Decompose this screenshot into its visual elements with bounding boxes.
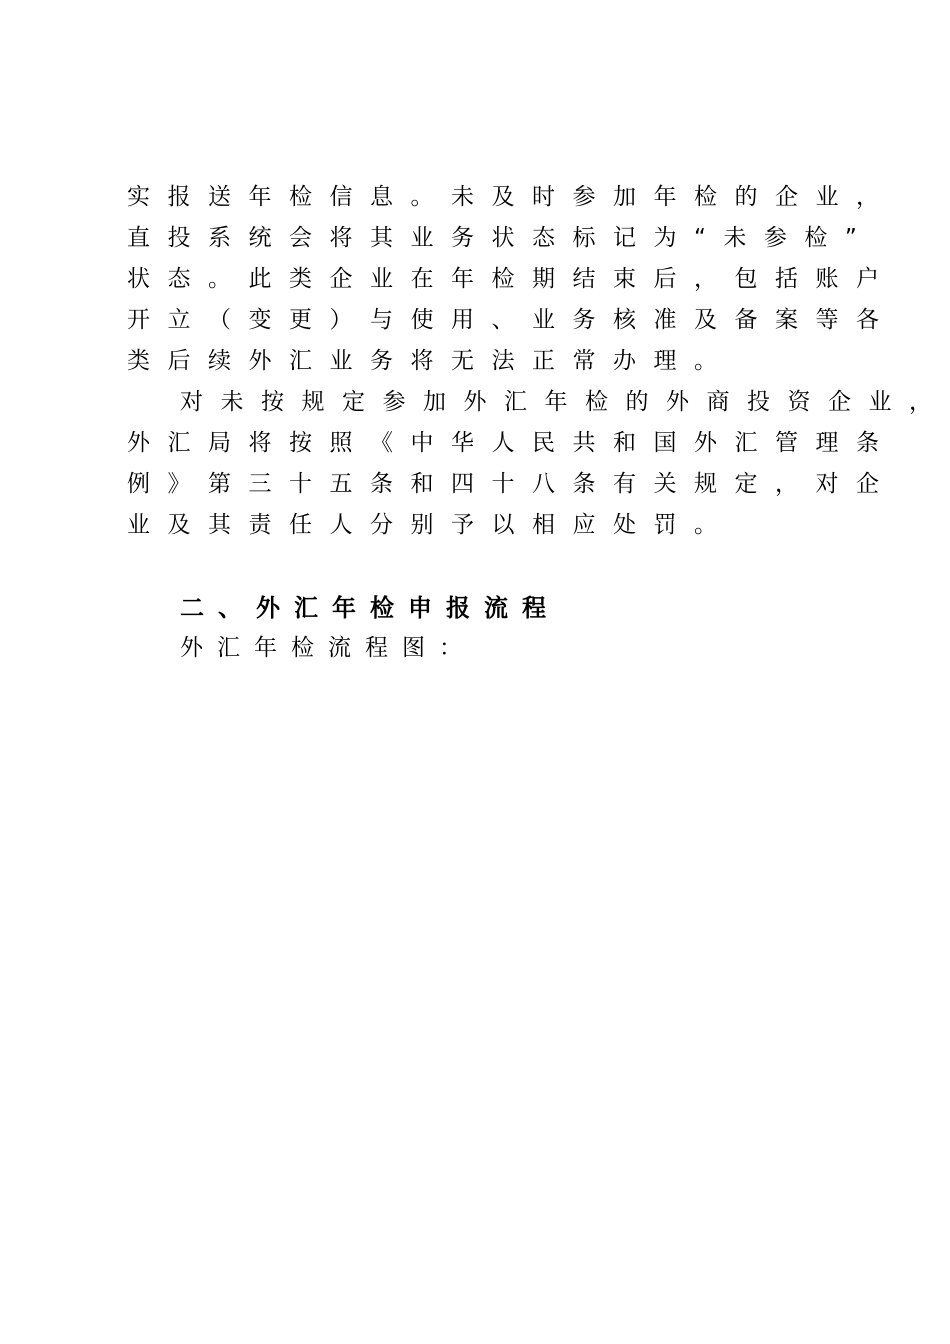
paragraph2-line-4: 业及其责任人分别予以相应处罚。	[127, 512, 735, 538]
paragraph1-line-5: 类后续外汇业务将无法正常办理。	[127, 348, 735, 374]
paragraph1-line-4: 开立（变更）与使用、业务核准及备案等各	[127, 307, 897, 333]
paragraph2-line-1: 对未按规定参加外汇年检的外商投资企业，	[180, 389, 950, 415]
section-heading: 二、外汇年检申报流程	[180, 594, 560, 622]
paragraph2-line-3: 例》第三十五条和四十八条有关规定，对企	[127, 471, 897, 497]
paragraph2-line-2: 外汇局将按照《中华人民共和国外汇管理条	[127, 430, 897, 456]
paragraph1-line-3: 状态。此类企业在年检期结束后，包括账户	[127, 266, 897, 292]
section-subheading: 外汇年检流程图：	[180, 635, 476, 661]
paragraph1-line-1: 实报送年检信息。未及时参加年检的企业，	[127, 184, 897, 210]
paragraph1-line-2: 直投系统会将其业务状态标记为“未参检”	[127, 225, 875, 251]
